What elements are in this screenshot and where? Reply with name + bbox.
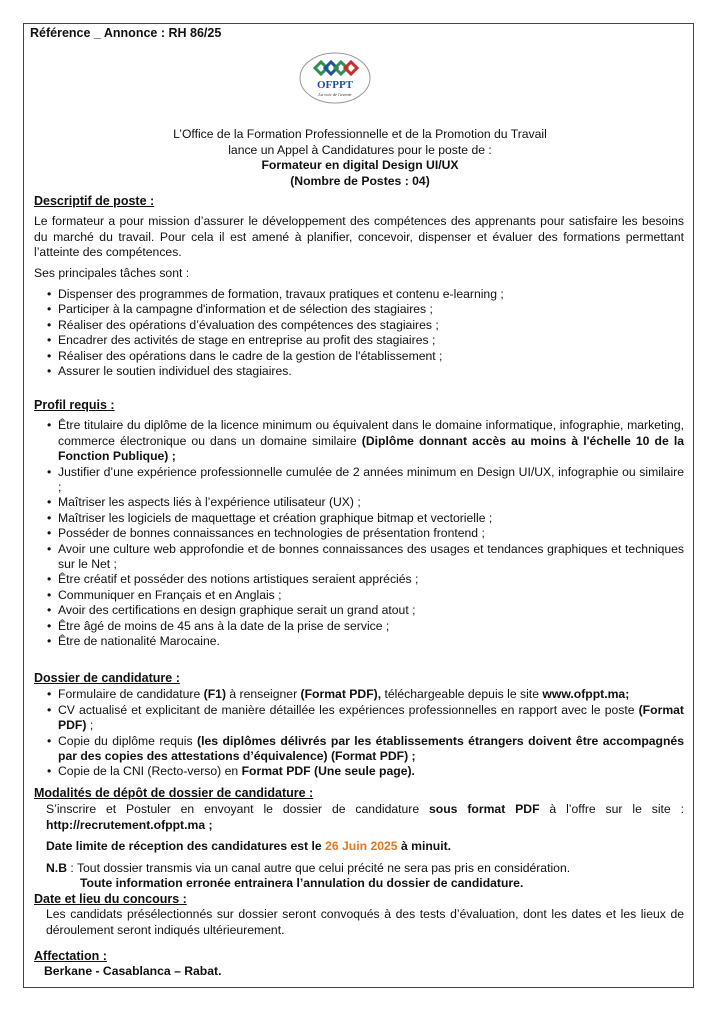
list-item [42, 764, 684, 779]
heading-dossier: Dossier de candidature : [34, 671, 180, 685]
text: (F1) [203, 687, 226, 702]
deadline-line [34, 839, 684, 854]
intro-line-2: lance un Appel à Candidatures pour le poste de : [228, 142, 492, 157]
list-item: • Avoir des certifications en design graphique serait un grand atout ; [42, 603, 684, 618]
list-item: • Être âgé de moins de 45 ans à la date de la prise de service ; [42, 619, 684, 634]
text: à renseigner [226, 687, 301, 702]
text: à minuit. [397, 839, 452, 854]
list-item: • Posséder de bonnes connaissances en technologies de présentation frontend ; [42, 526, 684, 541]
nb-label: N.B [46, 860, 67, 875]
text: Date limite de réception des candidatures est le [46, 839, 326, 854]
list-item: • Réaliser des opérations d’évaluation des compétences des stagiaires ; [42, 318, 684, 333]
intro-block [30, 127, 690, 189]
text: CV actualisé et explicitant de manière détaillée les expériences professionnelles en rapport avec le poste [58, 702, 639, 717]
website-link[interactable]: www.ofppt.ma; [542, 687, 630, 702]
section-dossier [34, 671, 684, 780]
affectation-places: Berkane - Casablanca – Rabat. [44, 964, 222, 979]
text: Formulaire de candidature [58, 687, 204, 702]
profil-item-bold: (Diplôme donnant accès au moins à l'échelle 10 de la Fonction Publique) ; [58, 433, 684, 464]
deadline-date: 26 Juin 2025 [325, 839, 398, 854]
list-item: • Maîtriser les aspects liés à l’expérience utilisateur (UX) ; [42, 495, 684, 510]
list-item: • Être de nationalité Marocaine. [42, 634, 684, 649]
svg-text:OFPPT: OFPPT [316, 79, 354, 91]
job-title: Formateur en digital Design UI/UX [261, 158, 459, 172]
text: (Format PDF) [58, 702, 684, 733]
reference-label: Référence _ Annonce : RH 86/25 [30, 26, 222, 40]
nb-line [34, 861, 684, 876]
modalites-paragraph [34, 802, 684, 833]
text: Format PDF (Une seule page). [241, 764, 415, 779]
text: : Tout dossier transmis via un canal autre que celui précité ne sera pas pris en considération. [67, 860, 571, 875]
text: Copie de la CNI (Recto-verso) en [58, 764, 242, 779]
list-item [42, 418, 684, 464]
list-item: • Justifier d’une expérience professionnelle cumulée de 2 années minimum en Design UI/UX, infographie ou similaire ; [42, 465, 684, 496]
text: téléchargeable depuis le site [381, 687, 543, 702]
list-item: • Assurer le soutien individuel des stagiaires. [42, 364, 684, 379]
section-modalites [34, 786, 684, 891]
heading-descriptif: Descriptif de poste : [34, 194, 155, 208]
intro-line-1: L’Office de la Formation Professionnelle et de la Promotion du Travail [173, 127, 547, 141]
list-item: • Communiquer en Français et en Anglais ; [42, 588, 684, 603]
heading-affectation: Affectation : [34, 949, 107, 963]
dossier-list [34, 687, 684, 779]
text: (les diplômes délivrés par les établissements étrangers doivent être accompagnés par des copies des attestations d’équivalence) (Format PDF) ; [58, 733, 684, 764]
heading-concours: Date et lieu du concours : [34, 892, 187, 906]
text: à l’offre sur le site : [539, 802, 684, 817]
heading-profil: Profil requis : [34, 398, 115, 412]
text: S’inscrire et Postuler en envoyant le dossier de candidature [46, 802, 430, 817]
list-item: • Avoir une culture web approfondie et de bonnes connaissances des usages et tendances graphiques et techniques sur le Net ; [42, 542, 684, 573]
concours-paragraph: Les candidats présélectionnés sur dossier seront convoqués à des tests d’évaluation, dont les dates et les lieux de déroulement seront indiqués ultérieurement. [46, 907, 684, 937]
list-item [42, 703, 684, 734]
text: ; [86, 718, 94, 733]
heading-modalites: Modalités de dépôt de dossier de candidature : [34, 786, 314, 800]
list-item: • Être créatif et posséder des notions artistiques seraient appréciés ; [42, 572, 684, 587]
positions-count: (Nombre de Postes : 04) [290, 173, 430, 188]
list-item: • Maîtriser les logiciels de maquettage et création graphique bitmap et vectorielle ; [42, 511, 684, 526]
recruitment-link[interactable]: http://recrutement.ofppt.ma ; [46, 817, 213, 832]
section-concours [34, 892, 684, 938]
text: sous format PDF [429, 802, 540, 817]
section-descriptif [34, 194, 684, 379]
svg-text:La voie de l'avenir: La voie de l'avenir [318, 92, 352, 97]
list-item [42, 734, 684, 765]
nb-warning: Toute information erronée entrainera l’annulation du dossier de candidature. [80, 876, 524, 891]
ofppt-logo [299, 52, 371, 104]
profil-item-text: Être titulaire du diplôme de la licence minimum ou équivalent dans le domaine informatique, infographie, marketing, commerce électronique ou dans un domaine similaire [58, 418, 684, 448]
tasks-list [34, 287, 684, 379]
list-item: • Encadrer des activités de stage en entreprise au profit des stagiaires ; [42, 333, 684, 348]
section-profil [34, 398, 684, 650]
section-affectation [34, 949, 684, 980]
text: Copie du diplôme requis [58, 733, 198, 748]
descriptif-paragraph: Le formateur a pour mission d’assurer le développement des compétences des apprenants pour satisfaire les besoins du marché du travail. Pour cela il est amené à planifier, concevoir, dispenser et évaluer des formations permettant l’atteinte des compétences. [34, 214, 684, 260]
list-item [42, 687, 684, 702]
tasks-intro: Ses principales tâches sont : [34, 265, 190, 280]
list-item: • Réaliser des opérations dans le cadre de la gestion de l'établissement ; [42, 349, 684, 364]
list-item: • Participer à la campagne d'information et de sélection des stagiaires ; [42, 302, 684, 317]
list-item: • Dispenser des programmes de formation, travaux pratiques et contenu e-learning ; [42, 287, 684, 302]
text: (Format PDF), [300, 687, 382, 702]
profil-list [34, 418, 684, 649]
